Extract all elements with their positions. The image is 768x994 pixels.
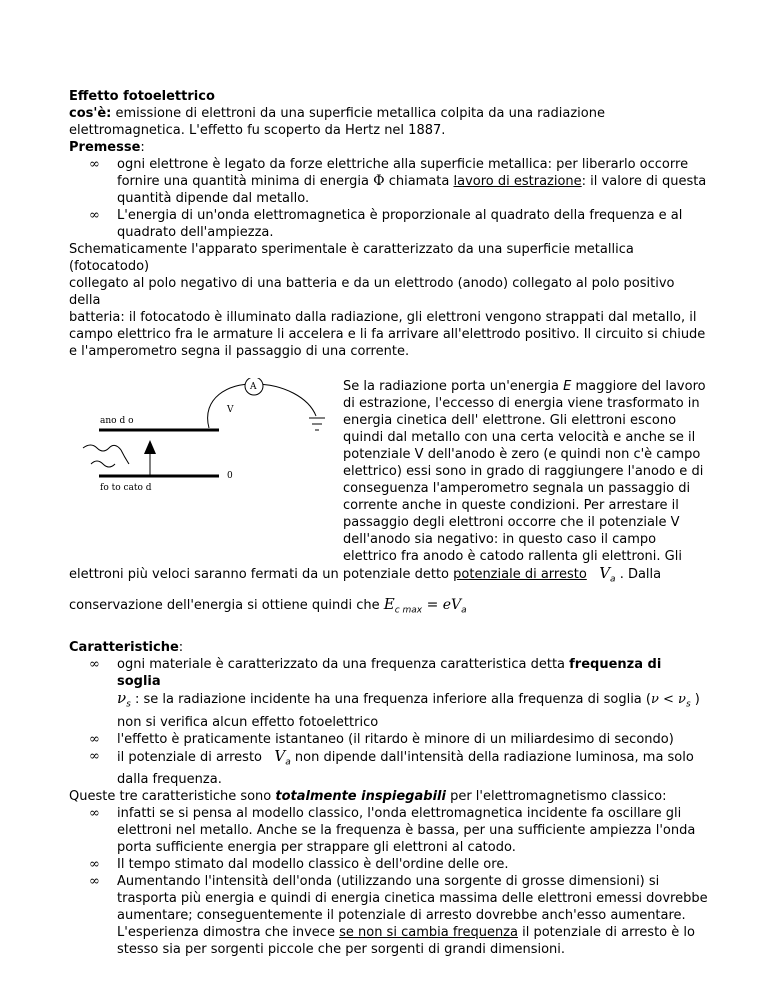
page-title: Effetto fotoelettrico xyxy=(69,89,215,104)
side-line-10: dell'anodo sia negativo: in questo caso il campo xyxy=(343,532,657,547)
side-line-1b: maggiore del lavoro xyxy=(571,379,706,394)
nu-symbol: ν xyxy=(117,689,127,708)
infinity-bullet-icon: ∞ xyxy=(89,731,100,747)
queste-b: per l'elettromagnetismo classico: xyxy=(445,789,667,805)
side-paragraph xyxy=(343,378,711,565)
cathode-label: fo to cato d xyxy=(100,483,152,493)
cls-item1-line1: infatti se si pensa al modello classico, l'onda elettromagnetica incidente fa oscillare gli xyxy=(117,806,682,822)
cls-item3-line4a: L'esperienza dimostra che invece xyxy=(117,925,340,941)
schema-paragraph xyxy=(69,241,709,360)
car-item1-line2b: ) xyxy=(690,692,700,708)
schema-line-3: batteria: il fotocatodo è illuminato dalla radiazione, gli elettroni vengono strappati dal metallo, il xyxy=(69,310,697,325)
electron-arrow-icon xyxy=(144,440,156,454)
list-item xyxy=(69,873,709,958)
radiation-wave-icon xyxy=(83,445,129,464)
intro-text-2: elettromagnetica. L'effetto fu scoperto da Hertz nel 1887. xyxy=(69,123,446,138)
cls-item3-line3: aumentare; conseguentemente il potenziale di arresto dovrebbe anch'esso aumentare. xyxy=(117,908,686,924)
premesse-label: Premesse xyxy=(69,140,141,155)
ammeter-label: A xyxy=(250,382,257,392)
side-line-4: quindi dal metallo con una certa velocità e anche se il xyxy=(343,430,696,445)
infinity-bullet-icon: ∞ xyxy=(89,748,100,764)
premesse-list xyxy=(69,156,709,241)
premesse-item1-line2a: fornire una quantità minima di energia xyxy=(117,174,374,189)
premesse-heading xyxy=(69,139,709,156)
totalmente-inspiegabili-term: totalmente inspiegabili xyxy=(275,789,446,805)
schema-line-2: collegato al polo negativo di una batteria e da un elettrodo (anodo) collegato al polo positivo della xyxy=(69,276,675,308)
side-line-6: elettrico) essi sono in grado di raggiungere l'anodo e di xyxy=(343,464,704,479)
list-item xyxy=(69,748,709,789)
below-line-2a: conservazione dell'energia si ottiene quindi che xyxy=(69,597,384,613)
intro-paragraph xyxy=(69,105,709,139)
car-item2: l'effetto è praticamente istantaneo (il ritardo è minore di un miliardesimo di secondo) xyxy=(117,731,674,747)
list-item xyxy=(69,731,709,748)
list-item xyxy=(69,656,709,731)
side-line-7: conseguenza l'amperometro segnala un passaggio di xyxy=(343,481,691,496)
side-line-11: elettrico fra anodo è catodo rallenta gli elettroni. Gli xyxy=(343,549,682,564)
caratteristiche-label: Caratteristiche xyxy=(69,640,179,656)
list-item xyxy=(69,805,709,856)
schema-line-1: Schematicamente l'apparato sperimentale è caratterizzato da una superficie metallica (fotocatodo) xyxy=(69,242,634,274)
nu-subscript: s xyxy=(126,699,131,710)
potenziale-di-arresto-term: potenziale di arresto xyxy=(453,567,587,582)
list-item xyxy=(69,207,709,241)
queste-paragraph xyxy=(69,788,709,805)
side-line-5: potenziale V dell'anodo è zero (e quindi non c'è campo xyxy=(343,447,701,462)
eq-rest: = eV xyxy=(422,596,462,613)
list-item xyxy=(69,156,709,207)
document-page xyxy=(69,88,709,958)
car-item3b: non dipende dall'intensità della radiazione luminosa, ma solo xyxy=(290,749,694,765)
schema-line-5: e l'amperometro segna il passaggio di una corrente. xyxy=(69,344,410,359)
premesse-item2-line2: quadrato dell'ampiezza. xyxy=(117,225,274,240)
car-item3a: il potenziale di arresto xyxy=(117,749,267,765)
caratteristiche-colon: : xyxy=(178,640,184,656)
car-item1-line2a: : se la radiazione incidente ha una frequenza inferiore alla frequenza di soglia ( xyxy=(130,692,651,708)
cls-item3-line5: stesso sia per sorgenti piccole che per sorgenti di grandi dimensioni. xyxy=(117,942,566,958)
va-symbol: V xyxy=(599,564,611,582)
premesse-item1-line1: ogni elettrone è legato da forze elettriche alla superficie metallica: per liberarlo occorre xyxy=(117,157,689,172)
side-line-2: di estrazione, l'eccesso di energia viene trasformato in xyxy=(343,396,700,411)
caratteristiche-heading xyxy=(69,639,709,656)
side-line-3: energia cinetica dell' elettrone. Gli elettroni escono xyxy=(343,413,677,428)
anode-label: ano d o xyxy=(100,416,134,426)
list-item xyxy=(69,856,709,873)
infinity-bullet-icon: ∞ xyxy=(89,657,100,673)
anode-potential-label: V xyxy=(227,405,234,415)
eq-subscript-2: a xyxy=(461,605,467,616)
schema-line-4: campo elettrico fra le armature li accelera e li fa arrivare all'elettrodo positivo. Il circuito si chiude xyxy=(69,327,706,342)
nu-subscript: s xyxy=(685,699,691,710)
va-subscript: a xyxy=(285,757,291,768)
eq-e-symbol: E xyxy=(383,594,395,613)
infinity-bullet-icon: ∞ xyxy=(89,874,100,890)
side-line-8: corrente anche in queste condizioni. Per arrestare il xyxy=(343,498,679,513)
premesse-item2-line1: L'energia di un'onda elettromagnetica è proporzionale al quadrato della frequenza e al xyxy=(117,208,683,223)
infinity-bullet-icon: ∞ xyxy=(89,857,100,873)
phi-symbol: Φ xyxy=(373,173,385,189)
cls-item3-line4b: il potenziale di arresto è lo xyxy=(517,925,695,941)
caratteristiche-list xyxy=(69,656,709,788)
premesse-item1-line2c: : il valore di questa xyxy=(581,174,707,189)
cls-item1-line2: elettroni nel metallo. Anche se la frequenza è bassa, per una sufficiente ampiezza l'onda xyxy=(117,823,696,839)
side-line-9: passaggio degli elettroni occorre che il potenziale V xyxy=(343,515,680,530)
infinity-bullet-icon: ∞ xyxy=(89,806,100,822)
frequenza-di-soglia-term: frequenza di soglia xyxy=(117,657,662,690)
intro-text-1: emissione di elettroni da una superficie metallica colpita da una radiazione xyxy=(111,106,605,121)
car-item3c: dalla frequenza. xyxy=(117,772,222,788)
radiation-wave-icon xyxy=(91,461,115,467)
figure-section xyxy=(69,378,709,578)
classico-list xyxy=(69,805,709,958)
cathode-potential-label: 0 xyxy=(227,471,233,481)
car-item1-line1: ogni materiale è caratterizzato da una frequenza caratteristica detta xyxy=(117,657,570,673)
below-line-1a: elettroni più veloci saranno fermati da un potenziale detto xyxy=(69,567,454,582)
eq-subscript: c max xyxy=(394,605,423,616)
lavoro-di-estrazione-term: lavoro di estrazione xyxy=(453,174,582,189)
queste-a: Queste tre caratteristiche sono xyxy=(69,789,276,805)
infinity-bullet-icon: ∞ xyxy=(89,157,100,172)
intro-label: cos'è: xyxy=(69,106,112,121)
car-item1-line3: non si verifica alcun effetto fotoelettrico xyxy=(117,714,379,730)
cls-item3-line1: Aumentando l'intensità dell'onda (utilizzando una sorgente di grosse dimensioni) si xyxy=(117,874,660,890)
apparatus-diagram xyxy=(69,378,334,518)
premesse-item1-line3: quantità dipende dal metallo. xyxy=(117,191,310,206)
side-line-1a: Se la radiazione porta un'energia xyxy=(343,379,564,394)
va-symbol: V xyxy=(274,746,286,765)
va-subscript: a xyxy=(610,574,616,585)
premesse-colon: : xyxy=(140,140,145,155)
infinity-bullet-icon: ∞ xyxy=(89,208,100,223)
cls-item1-line3: porta sufficiente energia per strappare gli elettroni al catodo. xyxy=(117,840,516,856)
cls-item2: Il tempo stimato dal modello classico è dell'ordine delle ore. xyxy=(117,857,509,873)
se-non-si-cambia-frequenza-term: se non si cambia frequenza xyxy=(339,925,518,941)
premesse-item1-line2b: chiamata xyxy=(384,174,454,189)
nu-inequality: ν < ν xyxy=(650,692,686,708)
energy-symbol: E xyxy=(563,379,572,394)
cls-item3-line2: trasporta più energia e quindi di energia cinetica massima delle elettroni emessi dovrebbe xyxy=(117,891,708,907)
below-line-1b: . Dalla xyxy=(615,567,662,582)
